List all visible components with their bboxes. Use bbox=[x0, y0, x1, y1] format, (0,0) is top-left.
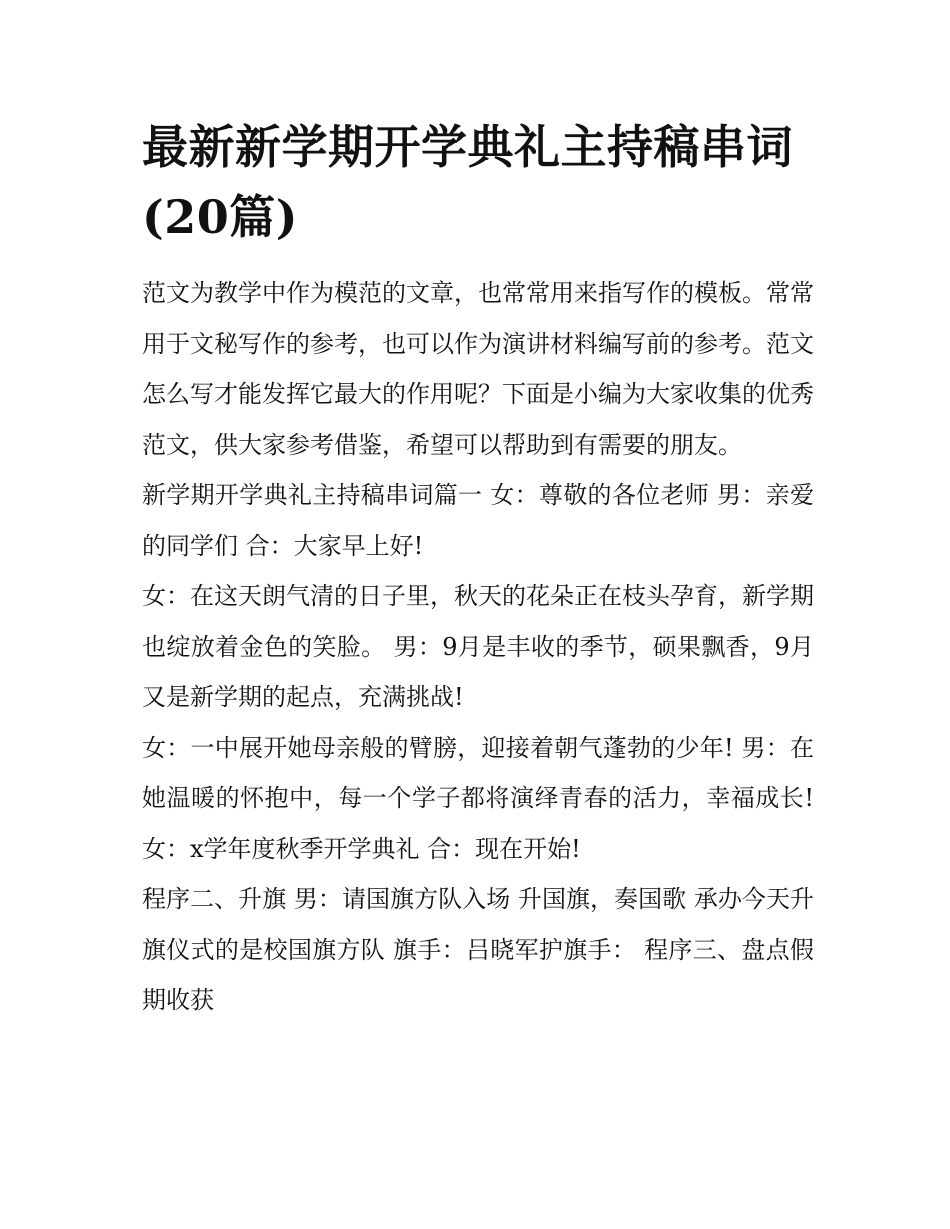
paragraph-autumn: 女：在这天朗气清的日子里，秋天的花朵正在枝头孕育，新学期也绽放着金色的笑脸。 男：9月是丰收的季节，硕果飘香，9月又是新学期的起点，充满挑战! bbox=[142, 582, 814, 711]
paragraph-greeting: 新学期开学典礼主持稿串词篇一 女：尊敬的各位老师 男：亲爱的同学们 合：大家早上好! bbox=[142, 481, 814, 560]
intro-paragraph: 范文为教学中作为模范的文章，也常常用来指写作的模板。常常用于文秘写作的参考，也可以作为演讲材料编写前的参考。范文怎么写才能发挥它最大的作用呢？下面是小编为大家收集的优秀范文，供大家参考借鉴，希望可以帮助到有需要的朋友。 bbox=[142, 279, 814, 459]
document-page bbox=[142, 112, 814, 1026]
paragraph-flag-raising: 程序二、升旗 男：请国旗方队入场 升国旗，奏国歌 承办今天升旗仪式的是校国旗方队 旗手：吕晓军护旗手： 程序三、盘点假期收获 bbox=[142, 885, 814, 1014]
paragraph-opening: 女：一中展开她母亲般的臂膀，迎接着朝气蓬勃的少年! 男：在她温暖的怀抱中，每一个学子都将演绎青春的活力，幸福成长! 女：x学年度秋季开学典礼 合：现在开始! bbox=[142, 733, 814, 863]
document-title: 最新新学期开学典礼主持稿串词(20篇) bbox=[142, 120, 793, 244]
